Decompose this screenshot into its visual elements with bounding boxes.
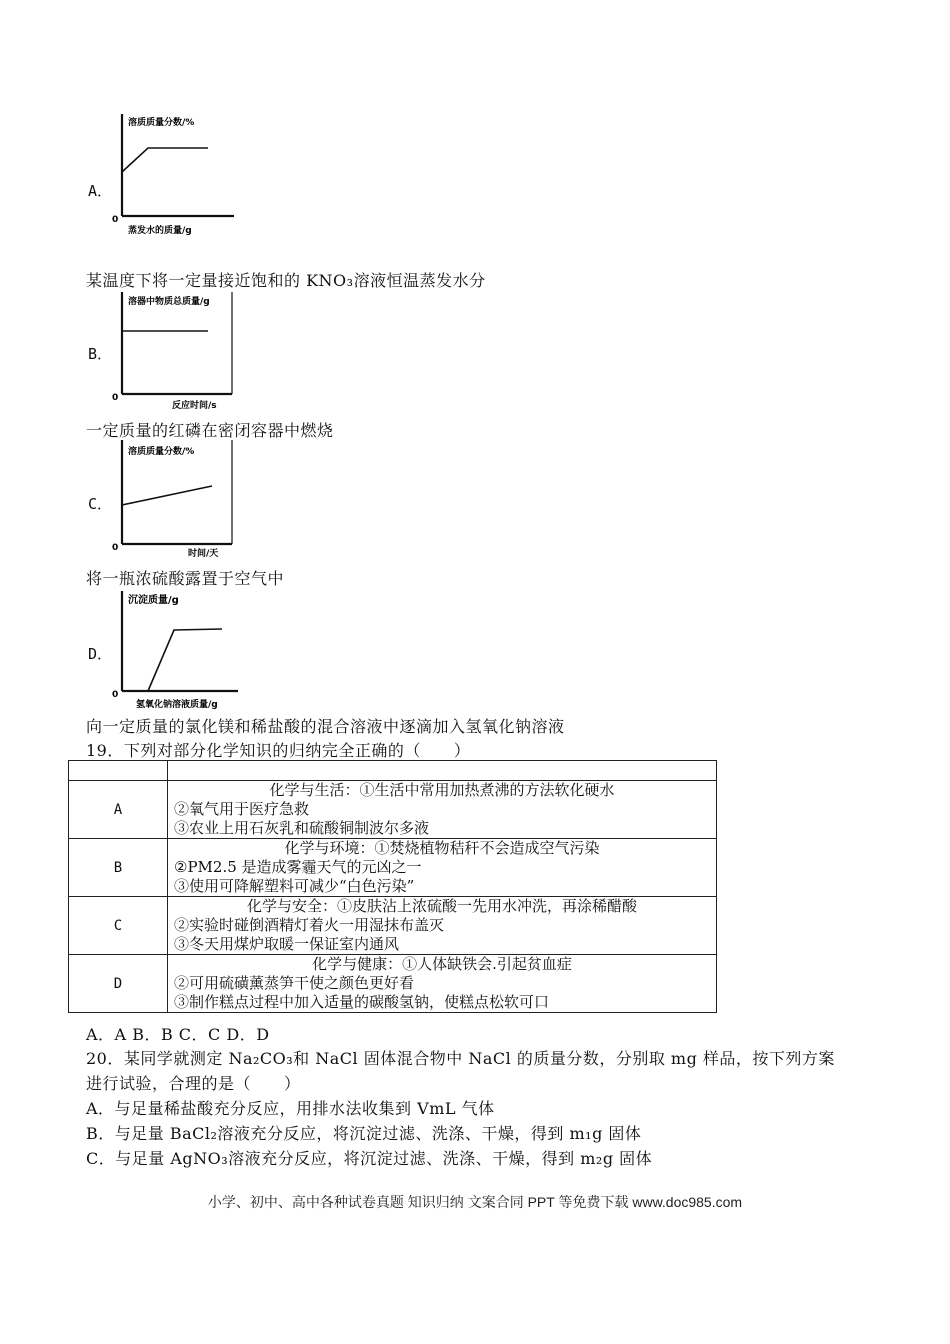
- table-header-row: [69, 761, 717, 781]
- option-letter-b: B．: [88, 345, 113, 363]
- chart-a: [108, 110, 238, 242]
- chart-c-xlabel: 时间/天: [188, 549, 219, 559]
- chart-a-origin: 0: [112, 215, 119, 225]
- chart-a-xlabel: 蒸发水的质量/g: [128, 226, 192, 236]
- row-line: ③使用可降解塑料可减少“白色污染”: [174, 877, 415, 895]
- row-line: ②PM2.5 是造成雾霾天气的元凶之一: [174, 858, 422, 876]
- page-footer: 小学、初中、高中各种试卷真题 知识归纳 文案合同 PPT 等免费下载 www.doc985.com: [207, 1194, 743, 1210]
- table-row: [69, 781, 717, 839]
- row-line: ②可用硫磺薰蒸笋干使之颜色更好看: [174, 974, 415, 992]
- question-20-stem-line2: 进行试验，合理的是（ ）: [86, 1074, 301, 1093]
- row-label: A: [69, 781, 168, 839]
- chart-d-origin: 0: [112, 690, 119, 700]
- chart-b-ylabel: 溶器中物质总质量/g: [128, 297, 210, 307]
- question-20-option-a: A．与足量稀盐酸充分反应，用排水法收集到 VmL 气体: [86, 1099, 495, 1118]
- question-20-option-c: C．与足量 AgNO₃溶液充分反应，将沉淀过滤、洗涤、干燥，得到 m₂g 固体: [86, 1149, 653, 1168]
- chart-c: [108, 438, 238, 564]
- chart-c-ylabel: 溶质质量分数/%: [128, 447, 195, 457]
- chart-d: [108, 587, 253, 715]
- row-content: [168, 781, 717, 839]
- row-line: ③制作糕点过程中加入适量的碳酸氢钠，使糕点松软可口: [174, 993, 550, 1011]
- question-20-stem-line1: 20．某同学就测定 Na₂CO₃和 NaCl 固体混合物中 NaCl 的质量分数，分别取 mg 样品，按下列方案: [86, 1049, 835, 1068]
- row-content: [168, 897, 717, 955]
- question-20-option-b: B．与足量 BaCl₂溶液充分反应，将沉淀过滤、洗涤、干燥，得到 m₁g 固体: [86, 1124, 642, 1143]
- table-row: [69, 897, 717, 955]
- option-letter-d: D．: [88, 645, 113, 663]
- chart-b-caption: 一定质量的红磷在密闭容器中燃烧: [86, 421, 334, 440]
- row-label: C: [69, 897, 168, 955]
- row-content: [168, 839, 717, 897]
- row-content: [168, 955, 717, 1013]
- row-line: ②氧气用于医疗急救: [174, 800, 310, 818]
- row-line: 化学与健康：①人体缺铁会.引起贫血症: [312, 955, 572, 973]
- row-line: ③农业上用石灰乳和硫酸铜制波尔多液: [174, 819, 430, 837]
- row-label: B: [69, 839, 168, 897]
- chart-a-caption: 某温度下将一定量接近饱和的 KNO₃溶液恒温蒸发水分: [86, 271, 486, 290]
- row-line: ③冬天用煤炉取暖一保证室内通风: [174, 935, 400, 953]
- table-row: [69, 839, 717, 897]
- chart-b-xlabel: 反应时间/s: [172, 401, 217, 411]
- chart-d-caption: 向一定质量的氯化镁和稀盐酸的混合溶液中逐滴加入氢氧化钠溶液: [86, 717, 565, 736]
- question-19-stem: 19．下列对部分化学知识的归纳完全正确的（ ）: [86, 741, 471, 760]
- question-19-options: A．A B．B C．C D．D: [86, 1025, 270, 1044]
- chart-d-xlabel: 氢氧化钠溶液质量/g: [136, 700, 218, 710]
- row-line: 化学与安全：①皮肤沾上浓硫酸一先用水冲洗，再涂稀醋酸: [246, 897, 637, 915]
- chart-c-caption: 将一瓶浓硫酸露置于空气中: [86, 569, 285, 588]
- row-line: ②实验时碰倒酒精灯着火一用湿抹布盖灭: [174, 916, 445, 934]
- question-19-table: [68, 760, 717, 1013]
- chart-b: [108, 288, 238, 418]
- table-header-cell: [69, 761, 168, 781]
- row-line: 化学与环境：①焚烧植物秸秆不会造成空气污染: [284, 839, 600, 857]
- option-letter-c: C．: [88, 495, 113, 513]
- chart-c-origin: 0: [112, 543, 119, 553]
- chart-b-origin: 0: [112, 393, 119, 403]
- table-row: [69, 955, 717, 1013]
- chart-a-ylabel: 溶质质量分数/%: [128, 118, 195, 128]
- chart-d-ylabel: 沉淀质量/g: [128, 595, 179, 606]
- row-label: D: [69, 955, 168, 1013]
- table-header-cell: [168, 761, 717, 781]
- row-line: 化学与生活：①生活中常用加热煮沸的方法软化硬水: [269, 781, 615, 799]
- option-letter-a: A．: [88, 182, 113, 200]
